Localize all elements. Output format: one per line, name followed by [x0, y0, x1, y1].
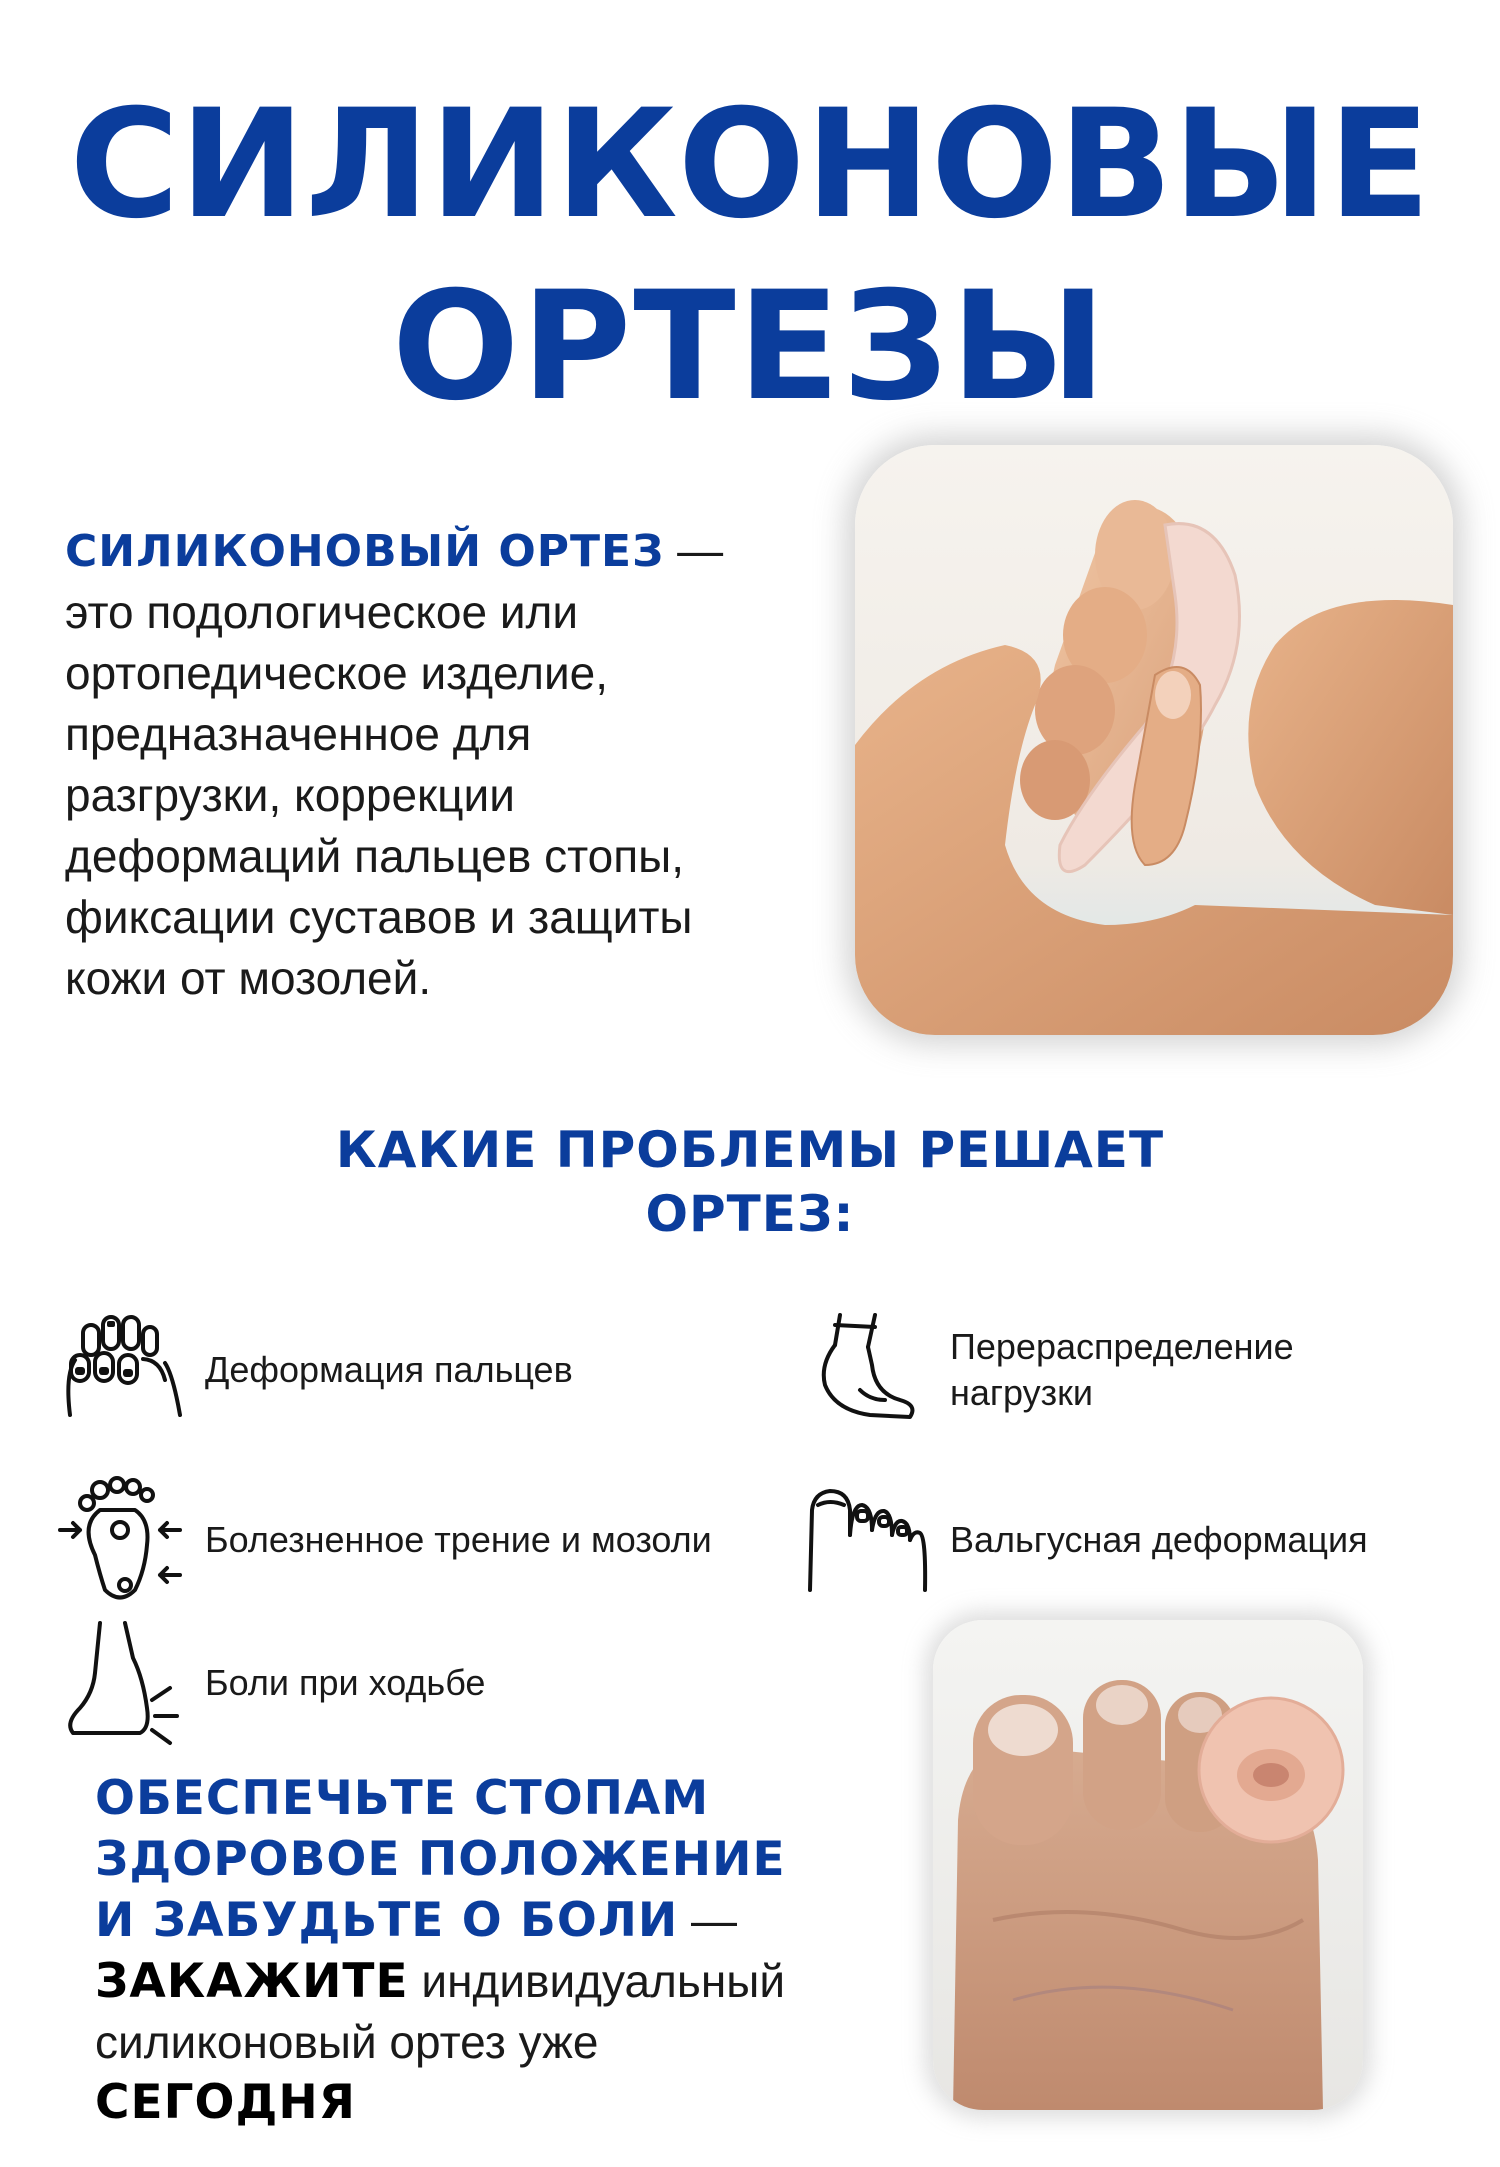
- problem-label: Боли при ходьбе: [205, 1662, 486, 1703]
- definition-line: деформаций пальцев стопы,: [65, 830, 684, 882]
- problem-label-line1: Перераспределение: [950, 1326, 1294, 1367]
- page-title-line1: СИЛИКОНОВЫЕ: [69, 78, 1431, 252]
- definition-lead: СИЛИКОНОВЫЙ ОРТЕЗ: [65, 526, 665, 577]
- heel-pain-icon: [55, 1618, 185, 1748]
- problem-item: [55, 1618, 485, 1748]
- problem-item: [800, 1475, 1368, 1605]
- problems-heading: [0, 1118, 1500, 1246]
- definition-line: ортопедическое изделие,: [65, 647, 609, 699]
- definition-block: [65, 520, 825, 1009]
- definition-dash: —: [664, 524, 724, 576]
- definition-line: это подологическое или: [65, 586, 579, 638]
- cta-line1: ОБЕСПЕЧЬТЕ СТОПАМ: [95, 1771, 710, 1826]
- cta-text1: индивидуальный: [408, 1955, 786, 2007]
- foot-orthosis-photo: [933, 1620, 1363, 2110]
- problem-item: [800, 1305, 1294, 1435]
- foot-load-icon: [800, 1305, 930, 1435]
- page-title-line2: ОРТЕЗЫ: [391, 260, 1109, 434]
- cta-line3: И ЗАБУДЬТЕ О БОЛИ: [95, 1893, 679, 1948]
- definition-line: кожи от мозолей.: [65, 952, 432, 1004]
- definition-line: фиксации суставов и защиты: [65, 891, 693, 943]
- problem-label: Деформация пальцев: [205, 1349, 573, 1390]
- cta-line2: ЗДОРОВОЕ ПОЛОЖЕНИЕ: [95, 1832, 786, 1887]
- call-to-action: [95, 1768, 895, 2133]
- cta-text2: силиконовый ортез уже: [95, 2016, 599, 2068]
- problem-label: Болезненное трение и мозоли: [205, 1519, 712, 1560]
- definition-line: предназначенное для: [65, 708, 532, 760]
- cta-order: ЗАКАЖИТЕ: [95, 1954, 409, 2009]
- problem-label: [950, 1324, 1294, 1416]
- cta-dash: —: [678, 1894, 737, 1946]
- toes-deformation-icon: [55, 1305, 185, 1435]
- problems-heading-line1: КАКИЕ ПРОБЛЕМЫ РЕШАЕТ: [335, 1121, 1165, 1179]
- problem-item: [55, 1305, 573, 1435]
- foot-pressure-icon: [55, 1475, 185, 1605]
- problem-label: Вальгусная деформация: [950, 1519, 1368, 1560]
- definition-line: разгрузки, коррекции: [65, 769, 515, 821]
- foot-illustration: [933, 1620, 1363, 2110]
- problems-heading-line2: ОРТЕЗ:: [645, 1185, 855, 1243]
- valgus-toes-icon: [800, 1475, 930, 1605]
- hands-foot-illustration: [855, 445, 1453, 1035]
- orthosis-fitting-photo: [855, 445, 1453, 1035]
- cta-today: СЕГОДНЯ: [95, 2075, 356, 2130]
- problem-item: [55, 1475, 712, 1605]
- problem-label-line2: нагрузки: [950, 1372, 1094, 1413]
